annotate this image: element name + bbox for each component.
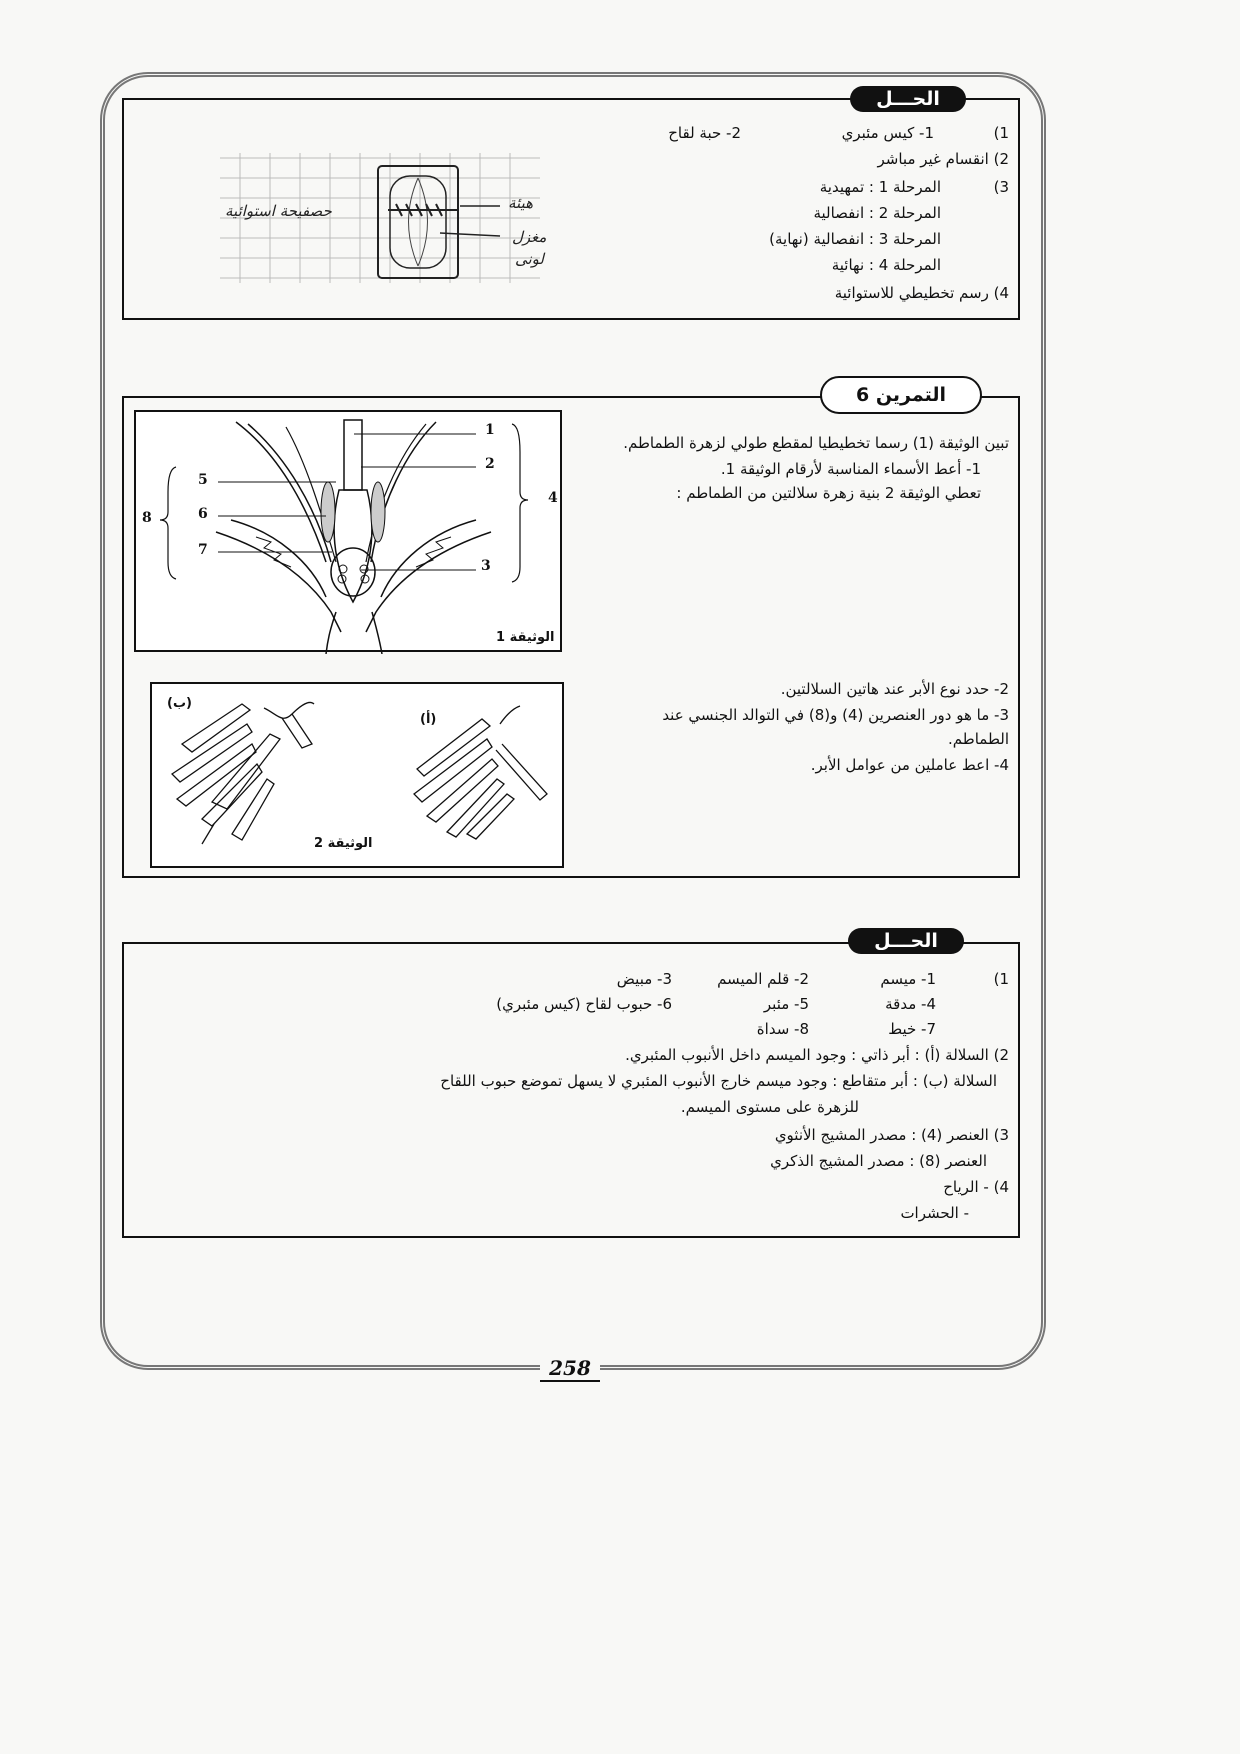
sol2-r2-c1: 4- مدقة <box>885 995 936 1013</box>
sol1-q3-l3: المرحلة 3 : انفصالية (نهاية) <box>769 230 941 248</box>
sol1-q3-l2: المرحلة 2 : انفصالية <box>813 204 941 222</box>
sol2-r2-c3: 6- حبوب لقاح (كيس مئبري) <box>496 995 672 1013</box>
sol1-q3-num: 3) <box>993 178 1009 196</box>
sol2-q2-l2: السلالة (ب) : أبر متقاطع : وجود ميسم خارج الأنبوب المئبري لا يسهل تموضع حبوب اللقاح <box>440 1072 997 1090</box>
ex-doc2-intro: تعطي الوثيقة 2 بنية زهرة سلالتين من الطماطم : <box>676 484 981 502</box>
ex-q3-l2: الطماطم. <box>948 730 1009 748</box>
sol2-q3-l2: العنصر (8) : مصدر المشيج الذكري <box>770 1152 987 1170</box>
ex-q3-l1: 3- ما هو دور العنصرين (4) و(8) في التوالد الجنسي عند <box>662 706 1009 724</box>
sol1-q3-l1: المرحلة 1 : تمهيدية <box>819 178 941 196</box>
doc2-caption: الوثيقة 2 <box>314 836 373 851</box>
sol2-q3-l1: 3) العنصر (4) : مصدر المشيج الأنثوي <box>774 1126 1009 1144</box>
figure-doc2 <box>150 682 564 868</box>
ex-intro: تبين الوثيقة (1) رسما تخطيطيا لمقطع طولي لزهرة الطماطم. <box>623 434 1009 452</box>
sol2-q2-l3: للزهرة على مستوى الميسم. <box>680 1098 859 1116</box>
doc2-label-a: (أ) <box>420 712 437 727</box>
sol1-q1-a: 1- كيس مئبري <box>841 124 934 142</box>
sol2-q2-l1: 2) السلالة (أ) : أبر ذاتي : وجود الميسم داخل الأنبوب المئبري. <box>625 1046 1009 1064</box>
doc1-label-4: 4 <box>548 490 558 506</box>
sol2-q4-l2: - الحشرات <box>900 1204 969 1222</box>
sol2-r2-c2: 5- مئبر <box>763 995 809 1013</box>
page-number: 258 <box>540 1356 600 1382</box>
doc1-label-7: 7 <box>198 542 208 558</box>
sol2-r1-c1: 1- ميسم <box>880 970 936 988</box>
ex-q2: 2- حدد نوع الأبر عند هاتين السلالتين. <box>780 680 1009 698</box>
sol1-q4: 4) رسم تخطيطي للاستوائية <box>834 284 1009 302</box>
doc1-label-5: 5 <box>198 472 208 488</box>
doc2-label-b: (ب) <box>167 696 192 711</box>
solution-pill-1: الحـــل <box>850 86 966 112</box>
doc1-label-2: 2 <box>485 456 495 472</box>
doc1-caption: الوثيقة 1 <box>496 630 555 645</box>
doc1-label-6: 6 <box>198 506 208 522</box>
sol2-q4-l1: 4) - الرياح <box>943 1178 1009 1196</box>
sol1-q1-b: 2- حبة لقاح <box>668 124 741 142</box>
sol2-r1-c3: 3- مبيض <box>616 970 672 988</box>
sol1-q3-l4: المرحلة 4 : نهائية <box>831 256 941 274</box>
sol2-q1-num: 1) <box>993 970 1009 988</box>
sol1-q1-num: 1) <box>993 124 1009 142</box>
doc1-label-1: 1 <box>485 422 495 438</box>
sketch-label-1: هيئة <box>508 194 534 212</box>
sol1-q2: 2) انقسام غير مباشر <box>877 150 1009 168</box>
sketch-label-4: لونى <box>515 250 544 268</box>
ex-q1: 1- أعط الأسماء المناسبة لأرقام الوثيقة 1. <box>720 460 981 478</box>
ex-q4: 4- اعط عاملين من عوامل الأبر. <box>810 756 1009 774</box>
sol2-r1-c2: 2- قلم الميسم <box>717 970 809 988</box>
solution-pill-2: الحـــل <box>848 928 964 954</box>
doc1-label-3: 3 <box>481 558 491 574</box>
exercise-pill: التمرين 6 <box>820 376 982 414</box>
doc1-label-8: 8 <box>142 510 152 526</box>
figure-doc1 <box>134 410 562 652</box>
sketch-label-2: حصفيحة استوائية <box>225 202 332 220</box>
sol2-r3-c2: 8- سداة <box>756 1020 809 1038</box>
sol2-r3-c1: 7- خيط <box>888 1020 936 1038</box>
sketch-label-3: مغزل <box>512 228 547 246</box>
